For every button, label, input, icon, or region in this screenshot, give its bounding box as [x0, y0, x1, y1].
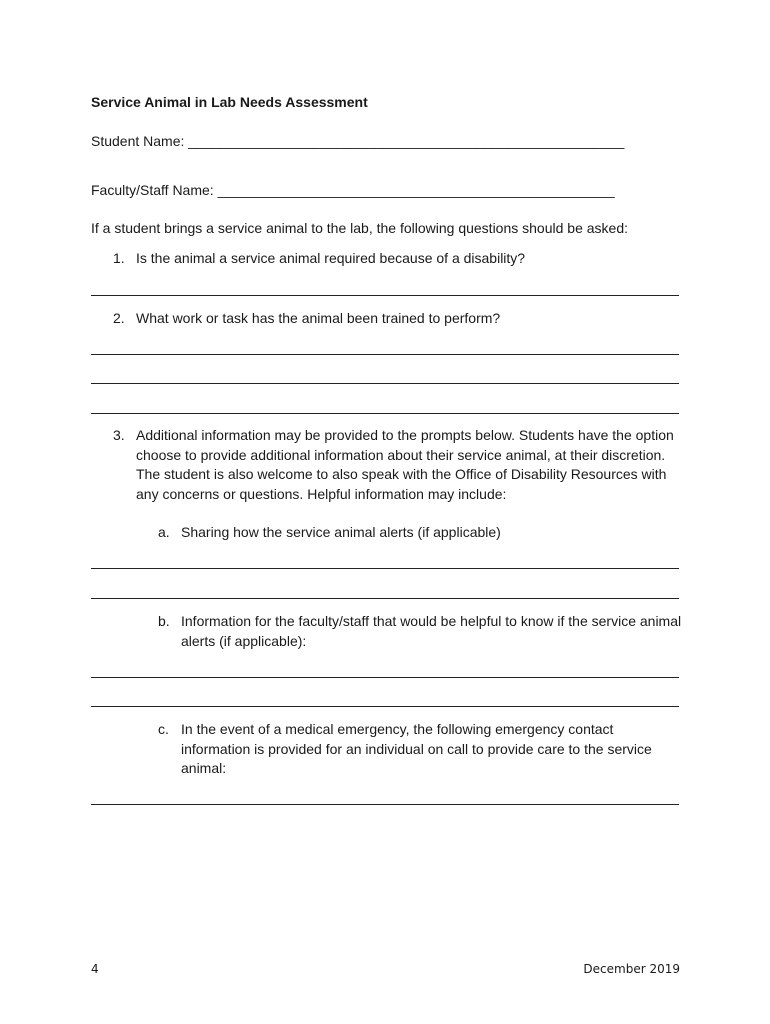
question-number: 2. — [113, 310, 125, 326]
faculty-staff-name-field[interactable]: Faculty/Staff Name: ___________________________________________________ — [91, 182, 615, 198]
subquestion-c — [158, 720, 698, 779]
subquestion-a — [158, 523, 698, 543]
question-3 — [113, 426, 693, 504]
answer-line-a2[interactable] — [91, 598, 679, 599]
subquestion-text: In the event of a medical emergency, the following emergency contact information is provided for an individual on call to provide care to the service animal: — [181, 721, 652, 776]
question-2 — [113, 309, 693, 329]
page-number: 4 — [91, 962, 99, 976]
subquestion-text: Sharing how the service animal alerts (if applicable) — [181, 524, 501, 540]
answer-line-2a[interactable] — [91, 354, 679, 355]
answer-line-b2[interactable] — [91, 706, 679, 707]
subquestion-letter: a. — [158, 524, 170, 540]
subquestion-letter: c. — [158, 721, 169, 737]
question-number: 1. — [113, 250, 125, 266]
intro-text: If a student brings a service animal to the lab, the following questions should be asked: — [91, 220, 628, 236]
answer-line-1[interactable] — [91, 295, 679, 296]
question-number: 3. — [113, 427, 125, 443]
subquestion-b — [158, 612, 698, 651]
subquestion-letter: b. — [158, 613, 170, 629]
subquestion-text: Information for the faculty/staff that would be helpful to know if the service animal alerts (if applicable): — [181, 613, 682, 649]
page-title: Service Animal in Lab Needs Assessment — [91, 94, 368, 110]
question-text: Is the animal a service animal required because of a disability? — [136, 250, 526, 266]
answer-line-b1[interactable] — [91, 677, 679, 678]
answer-line-a1[interactable] — [91, 568, 679, 569]
answer-line-c1[interactable] — [91, 804, 679, 805]
question-text: What work or task has the animal been trained to perform? — [136, 310, 501, 326]
answer-line-2b[interactable] — [91, 383, 679, 384]
question-1 — [113, 249, 693, 269]
question-text: Additional information may be provided to the prompts below. Students have the option choose to provide additional information about their service animal, at their discretion. The student is also welcome to also speak with the Office of Disability Resources with any concerns or questions. Helpful information may include: — [136, 427, 674, 502]
answer-line-2c[interactable] — [91, 413, 679, 414]
footer-date: December 2019 — [583, 962, 680, 976]
student-name-field[interactable]: Student Name: ________________________________________________________ — [91, 133, 625, 149]
